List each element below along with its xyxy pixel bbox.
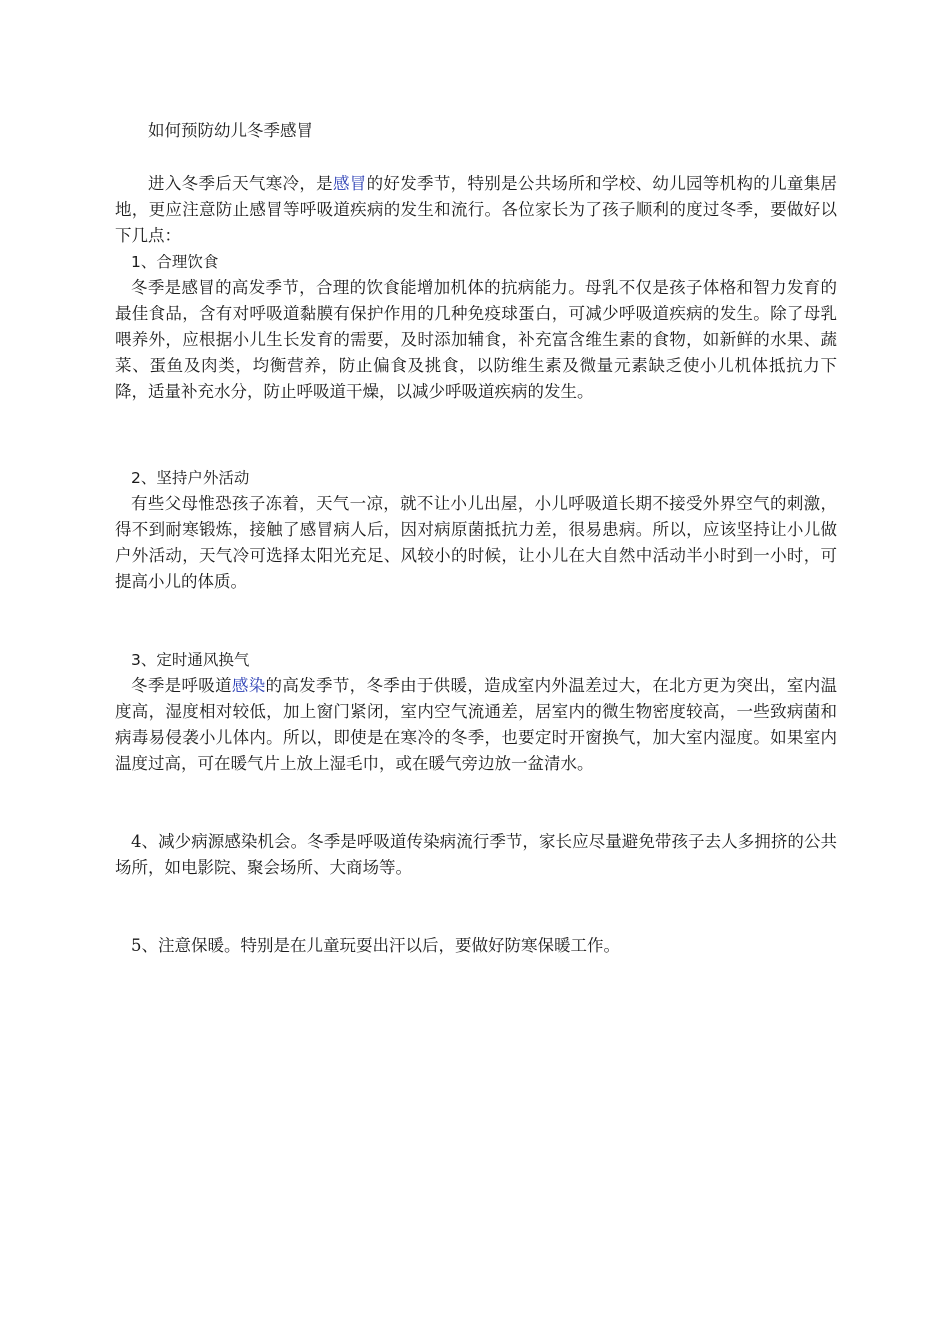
section-4-text: 减少病源感染机会。冬季是呼吸道传染病流行季节，家长应尽量避免带孩子去人多拥挤的公共场所，如电影院、聚会场所、大商场等。 bbox=[115, 832, 838, 877]
section-3-text-before: 冬季是呼吸道 bbox=[131, 676, 232, 695]
section-1-text: 冬季是感冒的高发季节，合理的饮食能增加机体的抗病能力。母乳不仅是孩子体格和智力发育的最佳食品，含有对呼吸道黏膜有保护作用的几种免疫球蛋白，可减少呼吸道疾病的发生。除了母乳喂养外，应根据小儿生长发育的需要，及时添加辅食，补充富含维生素的食物，如新鲜的水果、蔬菜、蛋鱼及肉类，均衡营养，防止偏食及挑食，以防维生素及微量元素缺乏使小儿机体抵抗力下降，适量补充水分，防止呼吸道干燥，以减少呼吸道疾病的发生。 bbox=[115, 278, 837, 401]
section-5-text: 注意保暖。特别是在儿童玩耍出汗以后，要做好防寒保暖工作。 bbox=[158, 936, 620, 955]
section-3-text-after: 的高发季节，冬季由于供暖，造成室内外温差过大，在北方更为突出，室内温度高，湿度相对较低，加上窗门紧闭，室内空气流通差，居室内的微生物密度较高，一些致病菌和病毒易侵袭小儿体内。所以，即使是在寒冷的冬季，也要定时开窗换气，加大室内湿度。如果室内温度过高，可在暖气片上放上湿毛巾，或在暖气旁边放一盆清水。 bbox=[115, 676, 838, 773]
intro-text-after: 的好发季节，特别是公共场所和学校、幼儿园等机构的儿童集居地，更应注意防止感冒等呼吸道疾病的发生和流行。各位家长为了孩子顺利的度过冬季，要做好以下几点： bbox=[115, 174, 837, 245]
spacer bbox=[115, 405, 837, 465]
section-5-number: 5、 bbox=[131, 936, 158, 955]
section-3-text bbox=[115, 673, 837, 777]
section-3-heading: 3、定时通风换气 bbox=[131, 651, 250, 669]
intro-paragraph bbox=[115, 171, 837, 249]
section-2-heading: 2、坚持户外活动 bbox=[131, 469, 250, 487]
section-2-text: 有些父母惟恐孩子冻着，天气一凉，就不让小儿出屋，小儿呼吸道长期不接受外界空气的刺激，得不到耐寒锻炼，接触了感冒病人后，因对病原菌抵抗力差，很易患病。所以，应该坚持让小儿做户外活动，天气冷可选择太阳光充足、风较小的时候，让小儿在大自然中活动半小时到一小时，可提高小儿的体质。 bbox=[115, 494, 837, 591]
spacer bbox=[115, 595, 837, 647]
spacer bbox=[115, 777, 837, 829]
section-4-paragraph bbox=[115, 829, 837, 881]
link-ganmao[interactable]: 感冒 bbox=[332, 174, 367, 193]
intro-text-before: 进入冬季后天气寒冷，是 bbox=[148, 174, 333, 193]
section-5-paragraph bbox=[115, 933, 837, 959]
document-title: 如何预防幼儿冬季感冒 bbox=[148, 121, 313, 140]
section-4-number: 4、 bbox=[131, 832, 159, 851]
spacer bbox=[115, 881, 837, 933]
link-ganran[interactable]: 感染 bbox=[231, 676, 266, 695]
section-1-heading: 1、合理饮食 bbox=[131, 253, 219, 271]
document-page bbox=[115, 118, 837, 959]
